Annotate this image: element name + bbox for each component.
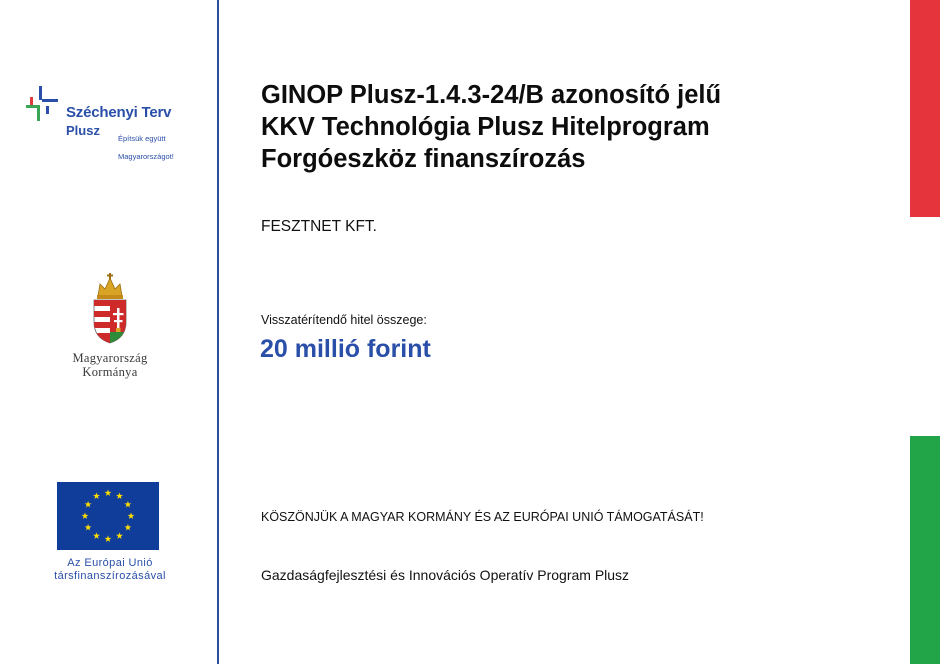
eu-star-icon [116,492,123,499]
program-name: Gazdaságfejlesztési és Innovációs Operatív Program Plusz [261,567,630,583]
logo-column [0,0,218,664]
eu-stars [57,482,159,550]
eu-star-icon [124,501,131,508]
szechenyi-slogan-line1: Építsük együtt [118,134,166,143]
eu-star-icon [105,535,112,542]
eu-star-icon [128,512,135,519]
loan-amount-value: 20 millió forint [260,335,431,363]
title-line-1: GINOP Plusz-1.4.3-24/B azonosító jelű [261,81,722,109]
title-line-2: KKV Technológia Plusz Hitelprogram [261,113,710,141]
eu-star-icon [82,512,89,519]
loan-amount-label: Visszatérítendő hitel összege: [261,313,427,327]
flag-green-bar [910,436,940,664]
government-name-line2: Kormánya [82,365,138,379]
hungarian-crest-icon [88,272,132,344]
company-name: FESZTNET KFT. [261,218,377,235]
eu-star-icon [85,501,92,508]
eu-text-line1: Az Európai Unió [67,557,153,569]
eu-star-icon [105,489,112,496]
eu-star-icon [93,492,100,499]
title-line-3: Forgóeszköz finanszírozás [261,145,586,173]
eu-star-icon [93,532,100,539]
szechenyi-plusz: Plusz [66,123,100,138]
government-logo [40,272,180,382]
szechenyi-title: Széchenyi Terv [66,104,172,121]
eu-logo [22,482,198,592]
eu-flag-icon [57,482,159,550]
eu-star-icon [116,532,123,539]
szechenyi-slogan [118,125,198,170]
vertical-divider [217,0,219,664]
szechenyi-slogan-line2: Magyarországot! [118,152,174,161]
eu-text-line2: társfinanszírozásával [54,570,166,582]
government-name-line1: Magyarország [72,351,148,365]
thank-you-text: KÖSZÖNJÜK A MAGYAR KORMÁNY ÉS AZ EURÓPAI UNIÓ TÁMOGATÁSÁT! [261,510,704,524]
flag-red-bar [910,0,940,217]
szechenyi-cross-icon [24,86,60,122]
eu-star-icon [85,524,92,531]
szechenyi-terv-logo [24,86,204,161]
project-title [261,79,881,175]
eu-star-icon [124,524,131,531]
